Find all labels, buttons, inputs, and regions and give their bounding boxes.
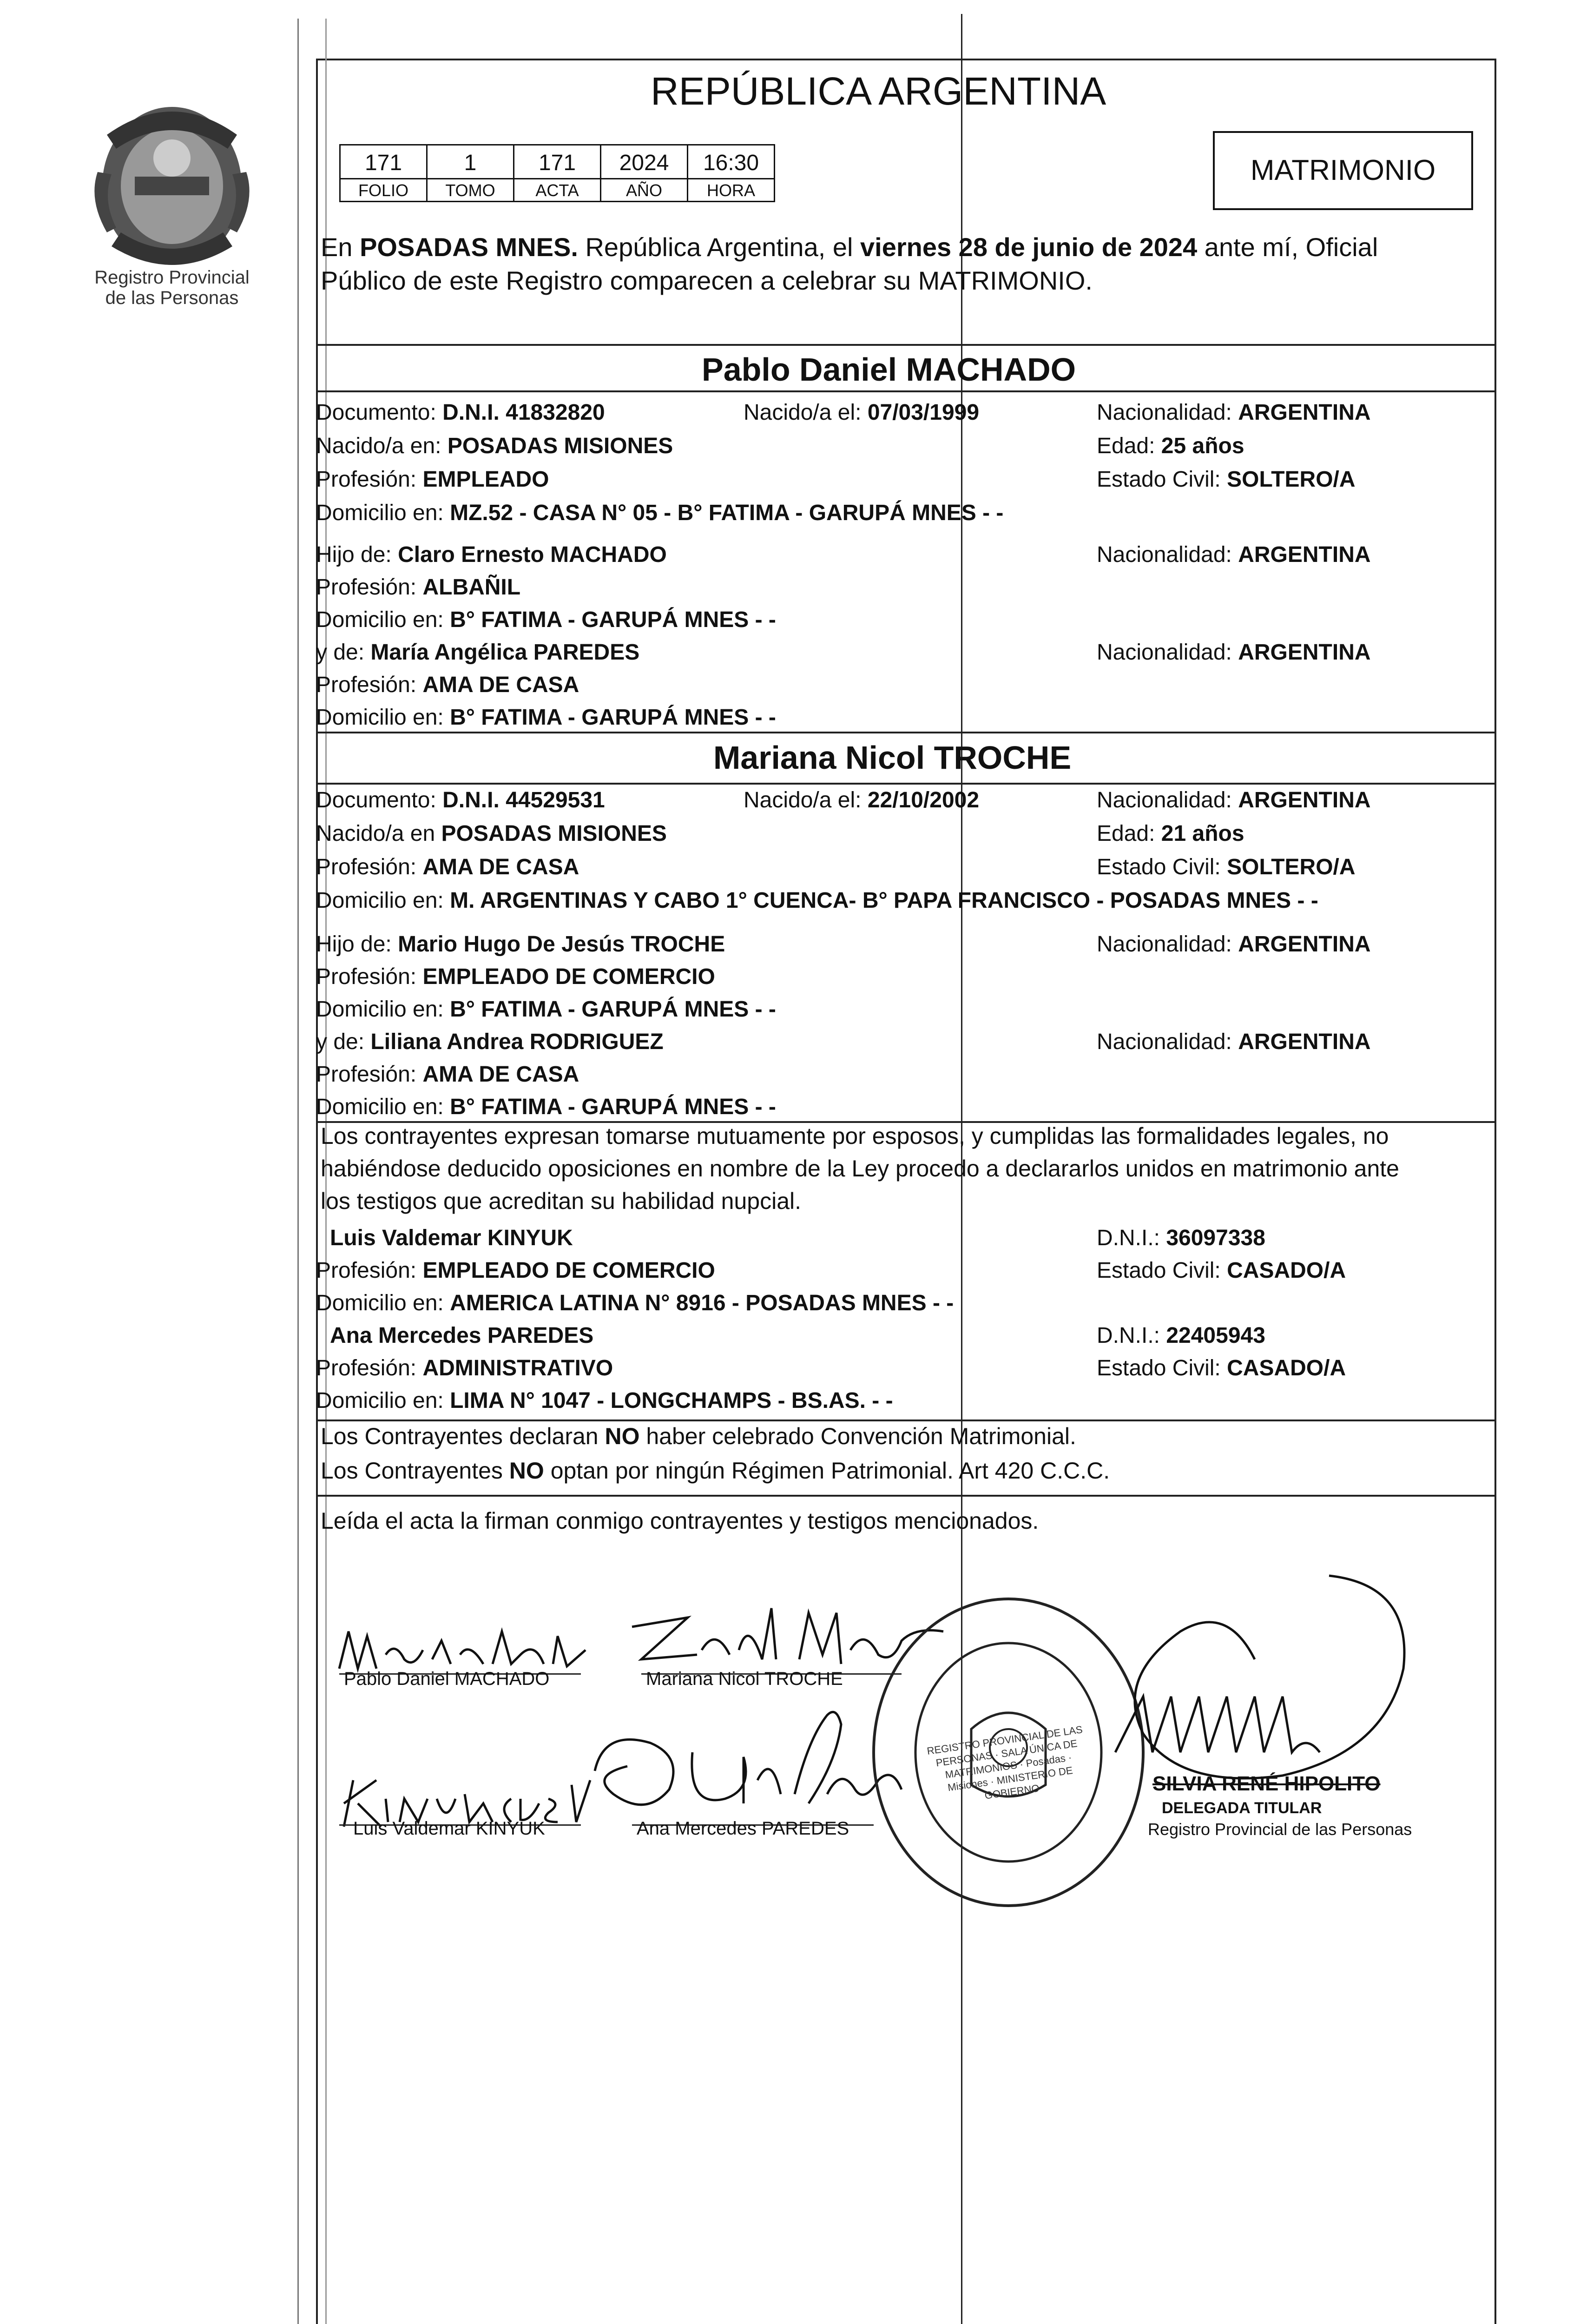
witness1-address: Domicilio en: AMERICA LATINA N° 8916 - POSADAS MNES - - bbox=[316, 1291, 954, 1315]
intro-text: ante mí, Oficial bbox=[1197, 232, 1378, 262]
signature-witness2 bbox=[576, 1687, 911, 1827]
witness2-address: Domicilio en: LIMA N° 1047 - LONGCHAMPS - BS.AS. - - bbox=[316, 1388, 893, 1413]
spouse2-birthplace: Nacido/a en POSADAS MISIONES bbox=[316, 821, 667, 846]
spouse1-mother: y de: María Angélica PAREDES bbox=[316, 640, 640, 665]
spouse2-mother: y de: Liliana Andrea RODRIGUEZ bbox=[316, 1030, 664, 1054]
official-name: SILVIA RENÉ HIPOLITO bbox=[1152, 1772, 1381, 1795]
intro-text: En bbox=[321, 232, 360, 262]
spouse2-nationality: Nacionalidad: ARGENTINA bbox=[1097, 788, 1371, 812]
intro-date: viernes 28 de junio de 2024 bbox=[860, 232, 1198, 262]
intro-text: República Argentina, el bbox=[578, 232, 860, 262]
official-title: DELEGADA TITULAR bbox=[1162, 1799, 1322, 1817]
witness1-civil-status: Estado Civil: CASADO/A bbox=[1097, 1258, 1346, 1283]
spouse1-birthplace: Nacido/a en: POSADAS MISIONES bbox=[316, 434, 673, 458]
spouse2-birthdate: Nacido/a el: 22/10/2002 bbox=[744, 788, 980, 812]
hora-value: 16:30 bbox=[687, 144, 775, 179]
declaration-line-1: Los contrayentes expresan tomarse mutuamente por esposos, y cumplidas las formalidades legales, no bbox=[321, 1123, 1389, 1149]
section-divider bbox=[316, 732, 1496, 733]
spouse2-mother-nationality: Nacionalidad: ARGENTINA bbox=[1097, 1030, 1371, 1054]
note-convention: Los Contrayentes declaran NO haber celebrado Convención Matrimonial. bbox=[321, 1423, 1076, 1449]
spouse1-birthdate: Nacido/a el: 07/03/1999 bbox=[744, 400, 980, 425]
witness2-profession: Profesión: ADMINISTRATIVO bbox=[316, 1356, 613, 1380]
record-type: MATRIMONIO bbox=[1250, 154, 1436, 186]
spouse2-age: Edad: 21 años bbox=[1097, 821, 1244, 846]
note-regime: Los Contrayentes NO optan por ningún Régimen Patrimonial. Art 420 C.C.C. bbox=[321, 1458, 1110, 1484]
witness1-dni: D.N.I.: 36097338 bbox=[1097, 1226, 1265, 1250]
registry-label: Registro Provincial de las Personas bbox=[94, 267, 250, 308]
signature-caption-witness2: Ana Mercedes PAREDES bbox=[637, 1818, 849, 1839]
spouse2-mother-profession: Profesión: AMA DE CASA bbox=[316, 1062, 579, 1087]
spouse1-mother-nationality: Nacionalidad: ARGENTINA bbox=[1097, 640, 1371, 665]
spouse1-age: Edad: 25 años bbox=[1097, 434, 1244, 458]
section-divider bbox=[316, 1419, 1496, 1421]
section-divider bbox=[316, 390, 1496, 392]
spouse1-father: Hijo de: Claro Ernesto MACHADO bbox=[316, 542, 667, 567]
section-divider bbox=[316, 783, 1496, 785]
section-divider bbox=[316, 344, 1496, 346]
spouse1-profession: Profesión: EMPLEADO bbox=[316, 467, 549, 492]
spouse1-father-profession: Profesión: ALBAÑIL bbox=[316, 575, 521, 600]
signature-caption-spouse2: Mariana Nicol TROCHE bbox=[646, 1669, 843, 1689]
spouse1-nationality: Nacionalidad: ARGENTINA bbox=[1097, 400, 1371, 425]
witness2-civil-status: Estado Civil: CASADO/A bbox=[1097, 1356, 1346, 1380]
document-title: REPÚBLICA ARGENTINA bbox=[651, 69, 1106, 113]
spouse1-mother-address: Domicilio en: B° FATIMA - GARUPÁ MNES - - bbox=[316, 705, 776, 730]
margin-line bbox=[297, 19, 299, 2324]
spouse1-father-address: Domicilio en: B° FATIMA - GARUPÁ MNES - - bbox=[316, 607, 776, 632]
spouse1-document: Documento: D.N.I. 41832820 bbox=[316, 400, 605, 425]
witness1-name: Luis Valdemar KINYUK bbox=[330, 1226, 573, 1250]
spouse2-father-nationality: Nacionalidad: ARGENTINA bbox=[1097, 932, 1371, 957]
anio-label: AÑO bbox=[600, 178, 688, 202]
official-org: Registro Provincial de las Personas bbox=[1148, 1820, 1412, 1839]
signature-caption-witness1: Luis Valdemar KINYUK bbox=[353, 1818, 545, 1839]
section-divider bbox=[316, 1495, 1496, 1497]
tomo-value: 1 bbox=[426, 144, 514, 179]
declaration-line-2: habiéndose deducido oposiciones en nombre de la Ley procedo a declararlos unidos en matrimonio ante bbox=[321, 1155, 1399, 1182]
witness1-profession: Profesión: EMPLEADO DE COMERCIO bbox=[316, 1258, 715, 1283]
spouse2-father: Hijo de: Mario Hugo De Jesús TROCHE bbox=[316, 932, 725, 957]
province-seal bbox=[79, 79, 265, 284]
witness2-name: Ana Mercedes PAREDES bbox=[330, 1323, 594, 1348]
stamp-text: REGISTRO PROVINCIAL DE LAS PERSONAS · SALA ÚNICA DE MATRIMONIOS · Posadas · Misiones · MINISTERIO DE GOBIERNO bbox=[926, 1723, 1084, 1802]
spouse1-civil-status: Estado Civil: SOLTERO/A bbox=[1097, 467, 1356, 492]
intro-line-2: Público de este Registro comparecen a celebrar su MATRIMONIO. bbox=[321, 266, 1093, 295]
declaration-line-3: los testigos que acreditan su habilidad nupcial. bbox=[321, 1188, 802, 1214]
folio-value: 171 bbox=[339, 144, 428, 179]
witness2-dni: D.N.I.: 22405943 bbox=[1097, 1323, 1265, 1348]
spouse2-profession: Profesión: AMA DE CASA bbox=[316, 855, 579, 879]
spouse2-mother-address: Domicilio en: B° FATIMA - GARUPÁ MNES - - bbox=[316, 1095, 776, 1119]
spouse1-father-nationality: Nacionalidad: ARGENTINA bbox=[1097, 542, 1371, 567]
spouse2-name: Mariana Nicol TROCHE bbox=[713, 739, 1072, 776]
spouse2-civil-status: Estado Civil: SOLTERO/A bbox=[1097, 855, 1356, 879]
acta-value: 171 bbox=[513, 144, 601, 179]
signature-caption-spouse1: Pablo Daniel MACHADO bbox=[344, 1669, 550, 1689]
hora-label: HORA bbox=[687, 178, 775, 202]
record-type-box bbox=[1213, 131, 1473, 210]
spouse2-document: Documento: D.N.I. 44529531 bbox=[316, 788, 605, 812]
spouse1-mother-profession: Profesión: AMA DE CASA bbox=[316, 673, 579, 697]
intro-line-1 bbox=[321, 232, 1378, 262]
spouse2-father-profession: Profesión: EMPLEADO DE COMERCIO bbox=[316, 964, 715, 989]
folio-label: FOLIO bbox=[339, 178, 428, 202]
tomo-label: TOMO bbox=[426, 178, 514, 202]
acta-label: ACTA bbox=[513, 178, 601, 202]
anio-value: 2024 bbox=[600, 144, 688, 179]
spouse1-name: Pablo Daniel MACHADO bbox=[702, 351, 1076, 388]
spouse1-address: Domicilio en: MZ.52 - CASA N° 05 - B° FATIMA - GARUPÁ MNES - - bbox=[316, 501, 1004, 525]
closing-text: Leída el acta la firman conmigo contrayentes y testigos mencionados. bbox=[321, 1508, 1039, 1534]
intro-place: POSADAS MNES. bbox=[360, 232, 578, 262]
spouse2-address: Domicilio en: M. ARGENTINAS Y CABO 1° CUENCA- B° PAPA FRANCISCO - POSADAS MNES - - bbox=[316, 888, 1318, 913]
spouse2-father-address: Domicilio en: B° FATIMA - GARUPÁ MNES - - bbox=[316, 997, 776, 1022]
